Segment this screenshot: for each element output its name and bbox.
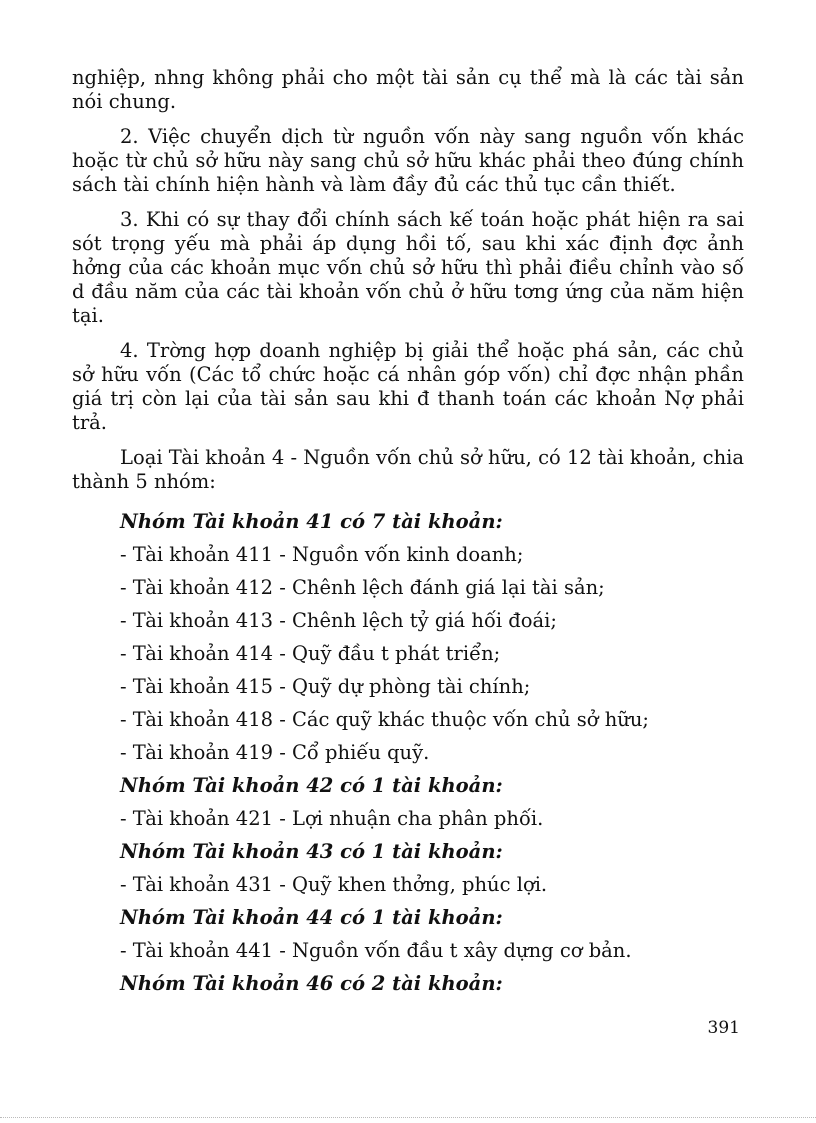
paragraph-rule-3: 3. Khi có sự thay đổi chính sách kế toán hoặc phát hiện ra sai sót trọng yếu mà phải áp dụng hồi tố, sau khi xác định đợc ảnh hởng của các khoản mục vốn chủ sở hữu thì phải điều chỉnh vào số d đầu năm của các tài khoản vốn chủ ở hữu tơng ứng của năm hiện tại. xyxy=(72,208,744,327)
account-item-419: - Tài khoản 419 - Cổ phiếu quỹ. xyxy=(120,741,430,764)
document-page xyxy=(72,66,744,1000)
account-group-42 xyxy=(72,769,744,835)
footer-divider xyxy=(0,1117,816,1118)
account-group-43 xyxy=(72,835,744,901)
account-item-415: - Tài khoản 415 - Quỹ dự phòng tài chính; xyxy=(120,675,531,698)
group-heading: Nhóm Tài khoản 41 có 7 tài khoản: xyxy=(120,510,503,533)
paragraph-continuation: nghiệp, nhng không phải cho một tài sản cụ thể mà là các tài sản nói chung. xyxy=(72,66,744,113)
account-group-41 xyxy=(72,505,744,769)
account-group-46 xyxy=(72,967,744,1000)
paragraph-rule-2: 2. Việc chuyển dịch từ nguồn vốn này sang nguồn vốn khác hoặc từ chủ sở hữu này sang chủ sở hữu khác phải theo đúng chính sách tài chính hiện hành và làm đầy đủ các thủ tục cần thiết. xyxy=(72,125,744,196)
account-group-44 xyxy=(72,901,744,967)
group-heading: Nhóm Tài khoản 42 có 1 tài khoản: xyxy=(120,774,503,797)
account-item-413: - Tài khoản 413 - Chênh lệch tỷ giá hối đoái; xyxy=(120,609,557,632)
account-item-441: - Tài khoản 441 - Nguồn vốn đầu t xây dựng cơ bản. xyxy=(120,939,632,962)
account-item-414: - Tài khoản 414 - Quỹ đầu t phát triển; xyxy=(120,642,501,665)
group-heading: Nhóm Tài khoản 46 có 2 tài khoản: xyxy=(120,972,503,995)
account-item-412: - Tài khoản 412 - Chênh lệch đánh giá lại tài sản; xyxy=(120,576,605,599)
account-item-421: - Tài khoản 421 - Lợi nhuận cha phân phối. xyxy=(120,807,544,830)
paragraph-account-type-summary: Loại Tài khoản 4 - Nguồn vốn chủ sở hữu, có 12 tài khoản, chia thành 5 nhóm: xyxy=(72,446,744,493)
group-heading: Nhóm Tài khoản 43 có 1 tài khoản: xyxy=(120,840,503,863)
group-heading: Nhóm Tài khoản 44 có 1 tài khoản: xyxy=(120,906,503,929)
paragraph-rule-4: 4. Trờng hợp doanh nghiệp bị giải thể hoặc phá sản, các chủ sở hữu vốn (Các tổ chức hoặc cá nhân góp vốn) chỉ đợc nhận phần giá trị còn lại của tài sản sau khi đ thanh toán các khoản Nợ phải trả. xyxy=(72,339,744,434)
account-item-418: - Tài khoản 418 - Các quỹ khác thuộc vốn chủ sở hữu; xyxy=(120,708,649,731)
account-item-411: - Tài khoản 411 - Nguồn vốn kinh doanh; xyxy=(120,543,524,566)
account-item-431: - Tài khoản 431 - Quỹ khen thởng, phúc lợi. xyxy=(120,873,548,896)
page-number: 391 xyxy=(707,1018,740,1038)
